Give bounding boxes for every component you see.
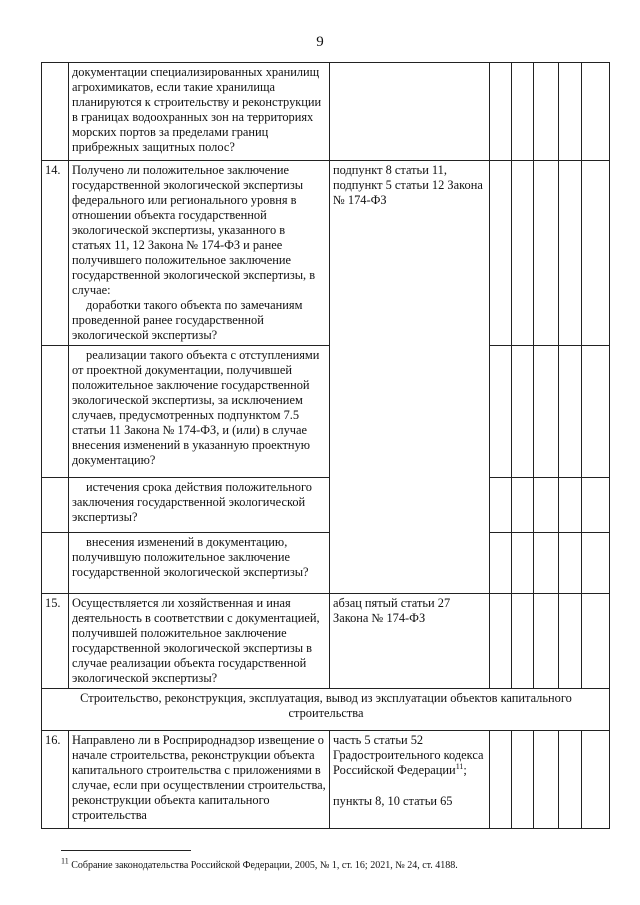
answer-cell: [582, 533, 610, 594]
footnote: [61, 856, 458, 871]
answer-cell: [559, 63, 582, 161]
table-row: [42, 63, 610, 161]
row-number: 14.: [42, 161, 69, 346]
sub-question: внесения изменений в документацию, получившую положительное заключение государственной экологической экспертизы?: [69, 533, 330, 594]
answer-cell: [490, 594, 512, 689]
answer-cell: [582, 478, 610, 533]
reference-cell: абзац пятый статьи 27 Закона № 174-ФЗ: [330, 594, 490, 689]
row-number: 16.: [42, 731, 69, 829]
footnote-text: Собрание законодательства Российской Федерации, 2005, № 1, ст. 16; 2021, № 24, ст. 4188.: [68, 860, 458, 871]
row-number-cell: [42, 346, 69, 478]
answer-cell: [582, 731, 610, 829]
reference-main: часть 5 статьи 52 Градостроительного кодекса Российской Федерации$^{11}$;: [333, 733, 484, 777]
answer-cell: [559, 533, 582, 594]
row-number: 15.: [42, 594, 69, 689]
answer-cell: [534, 161, 559, 346]
answer-cell: [490, 478, 512, 533]
answer-cell: [512, 478, 534, 533]
sub-question: истечения срока действия положительного заключения государственной экологической экспертизы?: [69, 478, 330, 533]
footnote-ref: 11: [455, 761, 464, 771]
answer-cell: [582, 594, 610, 689]
answer-cell: [490, 533, 512, 594]
row-number-cell: [42, 533, 69, 594]
table-row: [42, 478, 610, 533]
answer-cell: [534, 533, 559, 594]
answer-cell: [512, 533, 534, 594]
answer-cell: [559, 594, 582, 689]
answer-cell: [512, 346, 534, 478]
answer-cell: [534, 478, 559, 533]
reference-cell: подпункт 8 статьи 11, подпункт 5 статьи 12 Закона № 174-ФЗ: [330, 161, 490, 594]
row-number-cell: [42, 63, 69, 161]
question-intro: Получено ли положительное заключение государственной экологической экспертизы федерального или регионального уровня в отношении объекта государственной экологической экспертизы, указанного в статьях 11, 12 Закона № 174-ФЗ и ранее получившего положительное заключение государственной экологической экспертизы, в случае:: [72, 163, 316, 297]
section-heading: Строительство, реконструкция, эксплуатация, вывод из эксплуатации объектов капитального строительства: [42, 689, 610, 731]
answer-cell: [534, 63, 559, 161]
answer-cell: [582, 161, 610, 346]
reference-cell: [330, 731, 490, 829]
answer-cell: [559, 161, 582, 346]
question-cell: Направлено ли в Росприроднадзор извещение о начале строительства, реконструкции объекта капитального строительства с приложениями в случае, если при осуществлении строительства, реконструкции объекта капитального строительства: [69, 731, 330, 829]
answer-cell: [490, 161, 512, 346]
sub-question: доработки такого объекта по замечаниям проведенной ранее государственной экологической экспертизы?: [72, 298, 303, 342]
answer-cell: [559, 478, 582, 533]
question-cell: Осуществляется ли хозяйственная и иная деятельность в соответствии с документацией, получившей положительное заключение государственной экологической экспертизы в случае реализации объекта государственной экологической экспертизы?: [69, 594, 330, 689]
question-cell: документации специализированных хранилищ агрохимикатов, если такие хранилища планируются к строительству и реконструкции в границах водоохранных зон на территориях морских портов за пределами границ прибрежных защитных полос?: [69, 63, 330, 161]
table-row: [42, 533, 610, 594]
row-number-cell: [42, 478, 69, 533]
reference-extra: пункты 8, 10 статьи 65: [333, 794, 453, 808]
section-row: [42, 689, 610, 731]
answer-cell: [582, 346, 610, 478]
answer-cell: [490, 63, 512, 161]
answer-cell: [559, 731, 582, 829]
answer-cell: [490, 346, 512, 478]
table-row: [42, 731, 610, 829]
sub-question: реализации такого объекта с отступлениями от проектной документации, получившей положительное заключение государственной экологической экспертизы, за исключением случаев, предусмотренных подпунктом 7.5 статьи 11 Закона № 174-ФЗ, и (или) в случае внесения изменений в указанную проектную документацию?: [69, 346, 330, 478]
table-row: [42, 161, 610, 346]
question-cell: [69, 161, 330, 346]
table-row: [42, 594, 610, 689]
checklist-table: [41, 62, 610, 829]
answer-cell: [490, 731, 512, 829]
answer-cell: [512, 161, 534, 346]
answer-cell: [534, 346, 559, 478]
answer-cell: [534, 594, 559, 689]
answer-cell: [512, 63, 534, 161]
page-number: 9: [316, 34, 324, 50]
answer-cell: [534, 731, 559, 829]
answer-cell: [512, 594, 534, 689]
footnote-marker: 11: [61, 856, 69, 866]
answer-cell: [559, 346, 582, 478]
answer-cell: [582, 63, 610, 161]
reference-cell: [330, 63, 490, 161]
footnote-divider: [61, 850, 191, 851]
table-row: [42, 346, 610, 478]
answer-cell: [512, 731, 534, 829]
